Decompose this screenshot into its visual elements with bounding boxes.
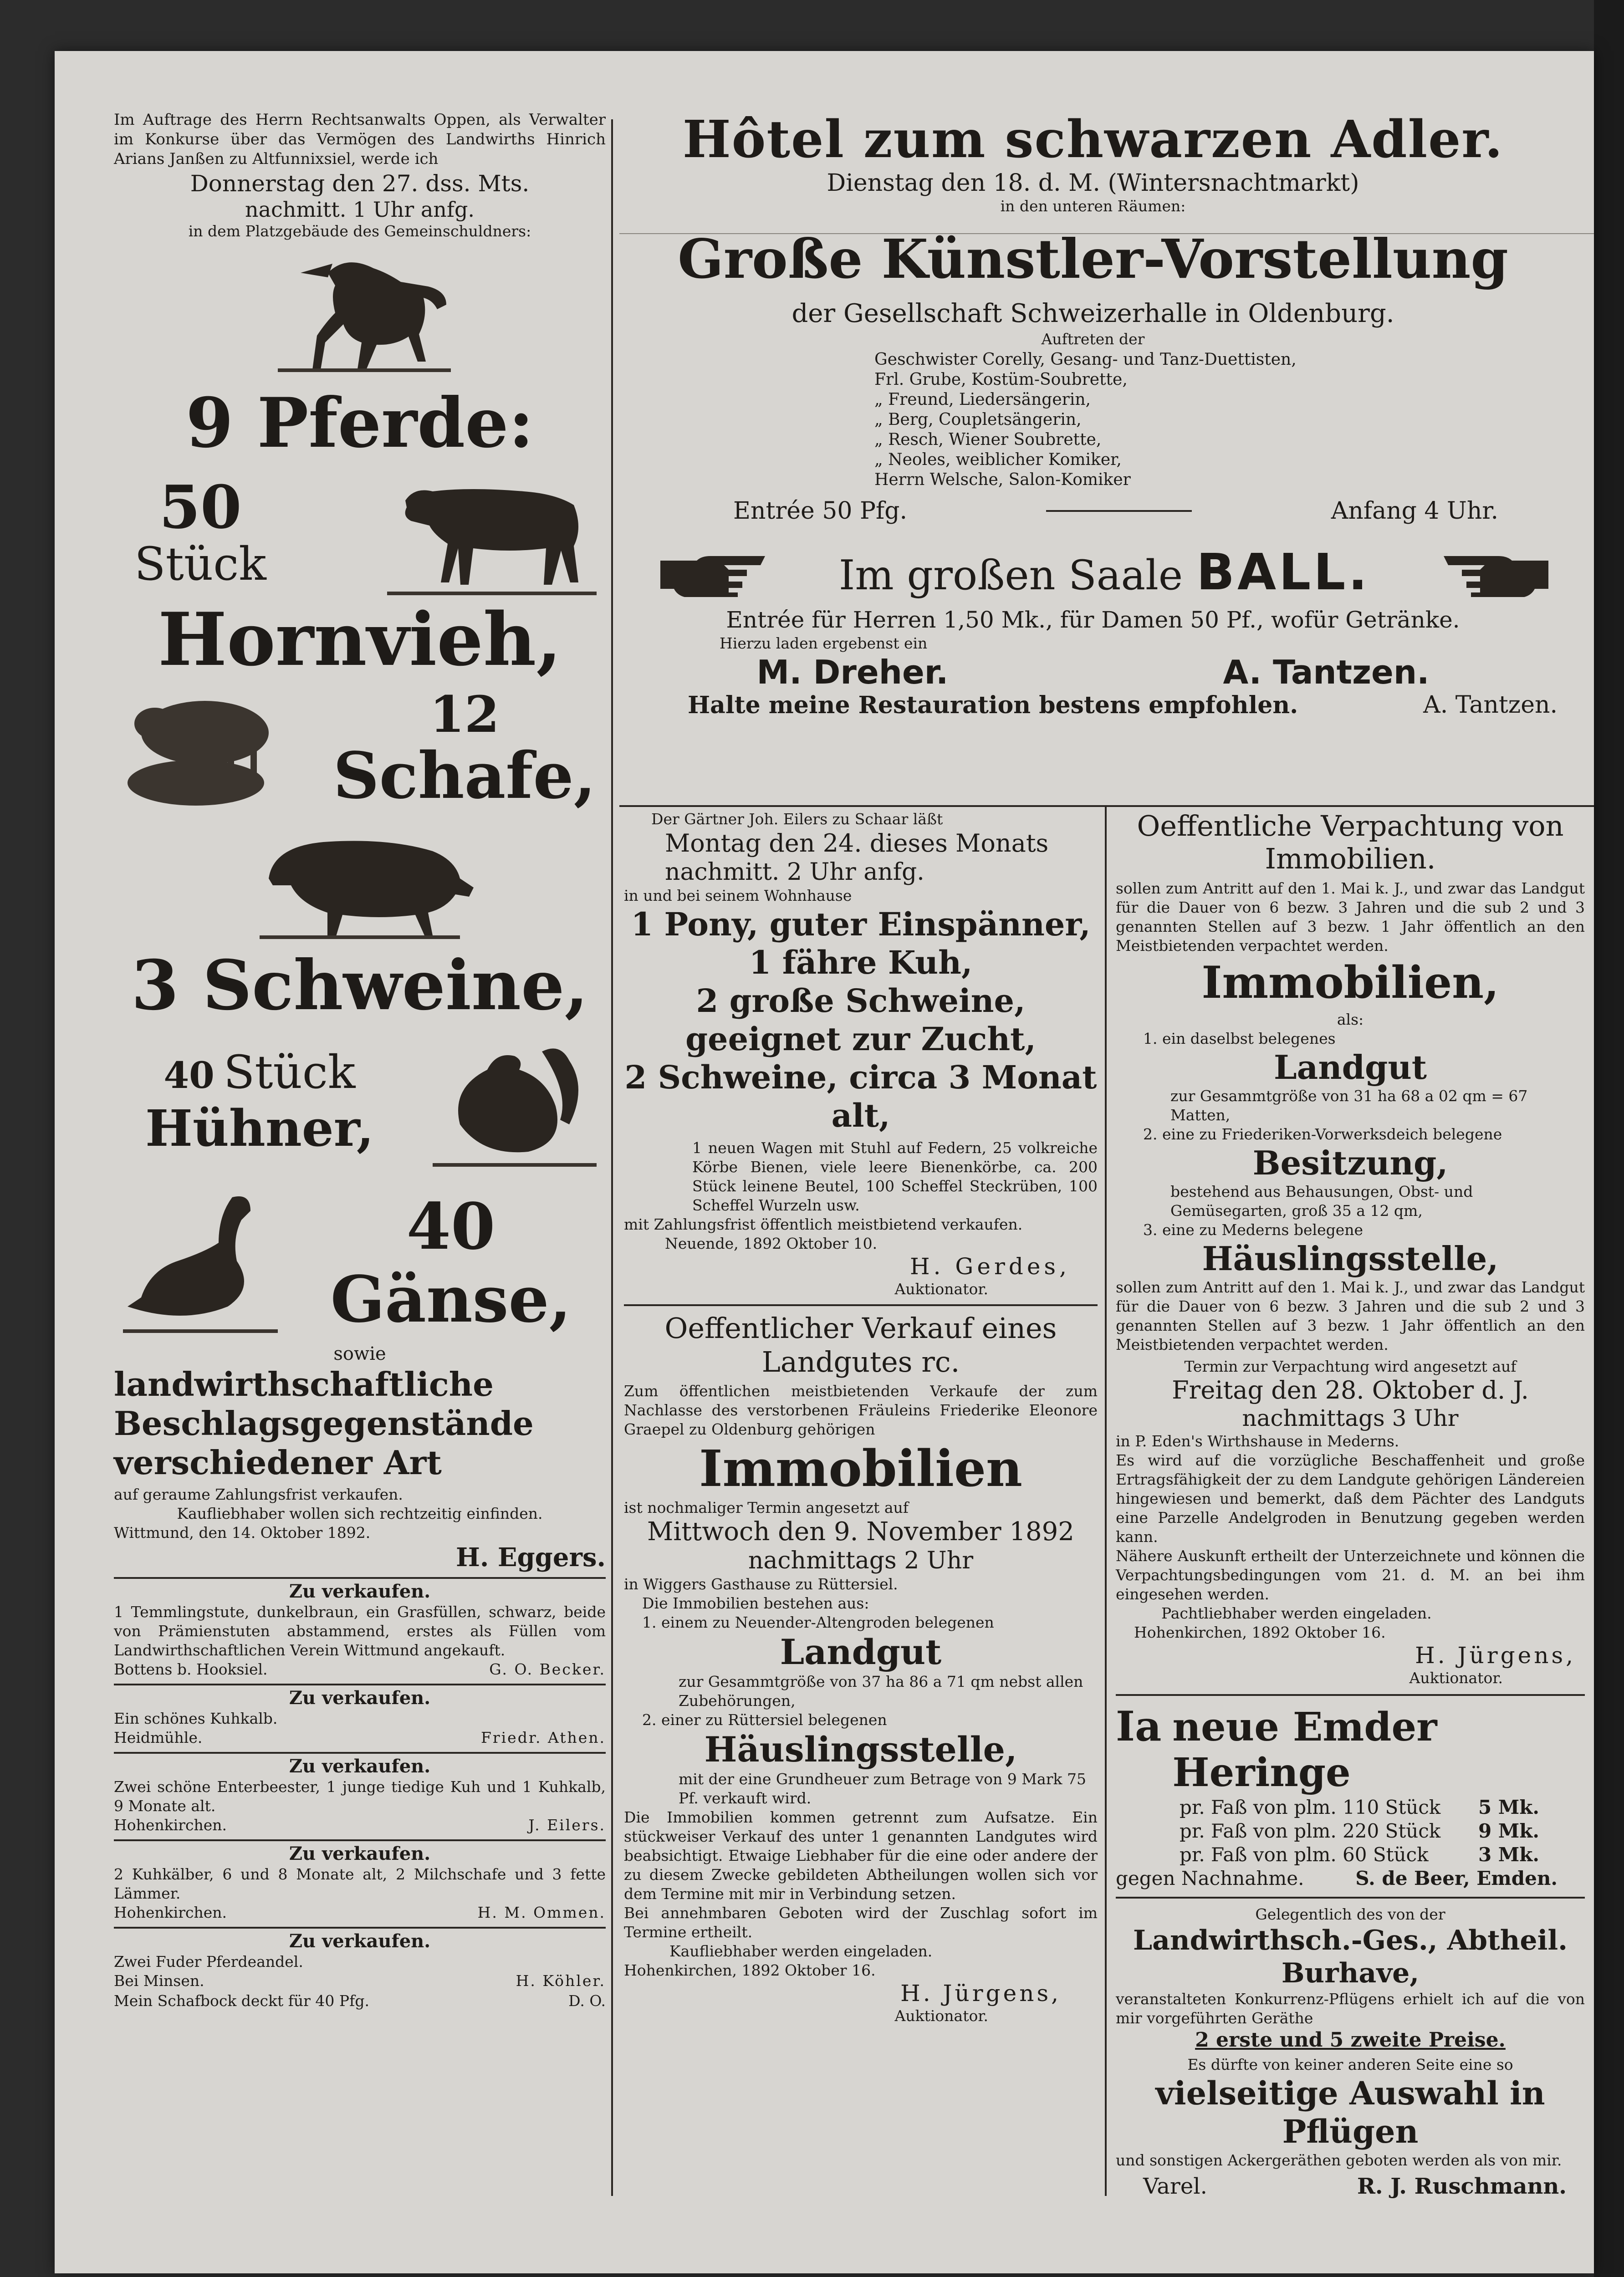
lease-auctioneer-title: Auktionator. xyxy=(1409,1669,1503,1687)
small-sale-signature xyxy=(114,1816,606,1835)
plough-place: Varel. xyxy=(1143,2174,1207,2199)
herring-price-value: 3 Mk. xyxy=(1478,1843,1539,1866)
gardener-dateline: Neuende, 1892 Oktober 10. xyxy=(665,1235,878,1252)
performer-entry: „ Berg, Coupletsängerin, xyxy=(874,410,1082,429)
cattle-label: Hornvieh, xyxy=(158,597,562,682)
sale-signature: H. Eggers. xyxy=(455,1542,606,1572)
sheep-label: Schafe, xyxy=(333,739,596,813)
lease-term: Termin zur Verpachtung wird angesetzt auf xyxy=(1184,1358,1517,1375)
column-rule-mid xyxy=(1105,807,1107,2196)
herring-price-list xyxy=(1116,1796,1585,1867)
cattle-number: 50 xyxy=(159,472,242,542)
hotel-date: Dienstag den 18. d. M. (Wintersnachtmarkt) xyxy=(827,169,1359,197)
hens-number: 40 xyxy=(163,1053,214,1097)
hotel-event: Große Künstler-Vorstellung xyxy=(678,227,1508,291)
lease-heading: Oeffentliche Verpachtung von Immobilien. xyxy=(1137,809,1564,875)
restaurant-note: Halte meine Restauration bestens empfohlen. xyxy=(688,691,1298,719)
lease-item1-size: zur Gesammtgröße von 31 ha 68 a 02 qm = 67 Matten, xyxy=(1170,1087,1528,1124)
performer-entry: Geschwister Corelly, Gesang- und Tanz-Duettisten, xyxy=(874,350,1297,369)
pig-illustration xyxy=(241,824,478,942)
lease-date: Freitag den 28. Oktober d. J. xyxy=(1172,1376,1529,1404)
herring-cod: gegen Nachnahme. xyxy=(1116,1867,1304,1889)
hotel-bottom-rule xyxy=(619,805,1594,807)
lease-text: sollen zum Antritt auf den 1. Mai k. J., und zwar das Landgut für die Dauer von 6 bezw. 3 Jahren und die sub 2 und 3 genannten Stellen auf 3 bezw. 1 Jahr öffentlich an den Meistbietenden verpachtet werden. xyxy=(1116,1278,1585,1353)
cattle-word: Stück xyxy=(134,537,266,591)
small-sale-place: Bottens b. Hooksiel. xyxy=(114,1660,268,1678)
small-sale-heading: Zu verkaufen. xyxy=(289,1581,431,1602)
gardener-auctioneer-title: Auktionator. xyxy=(894,1280,988,1298)
sale-terms: auf geraume Zahlungsfrist verkaufen. xyxy=(114,1486,403,1503)
estate-sale-item2: 2. einer zu Rüttersiel belegenen xyxy=(642,1711,887,1729)
cow-illustration xyxy=(378,464,606,601)
small-sale-text: Zwei Fuder Pferdeandel. xyxy=(114,1953,303,1971)
rooster-illustration xyxy=(424,1033,606,1170)
ball-label: BALL. xyxy=(1196,543,1370,601)
scan-edge xyxy=(1594,0,1624,2277)
performer-entry: „ Freund, Liedersängerin, xyxy=(874,390,1091,409)
gardener-misc: 1 neuen Wagen mit Stuhl auf Federn, 25 volkreiche Körbe Bienen, viele leere Bienenkörbe, ca. 200 Stück leinene Beutel, 100 Scheffel Steckrüben, 100 Scheffel Wurzeln usw. xyxy=(692,1139,1098,1214)
estate-sale-auctioneer: H. Jürgens, xyxy=(900,1980,1061,2006)
restaurant-signature: A. Tantzen. xyxy=(1423,691,1558,719)
small-sale-heading: Zu verkaufen. xyxy=(289,1843,431,1864)
small-sale xyxy=(114,1684,606,1747)
gardener-item: 2 große Schweine, geeignet zur Zucht, xyxy=(685,982,1036,1058)
lease-landgut: Landgut xyxy=(1274,1048,1427,1087)
gardener-item: 1 fähre Kuh, xyxy=(749,944,973,981)
ball-prefix: Im großen Saale xyxy=(838,551,1183,599)
estate-sale-text: Zum öffentlichen meistbietenden Verkaufe der zum Nachlasse des verstorbenen Fräuleins Friederike Eleonore Graepel zu Oldenburg gehörigen xyxy=(624,1382,1098,1438)
small-sale-name: H. Köhler. xyxy=(516,1972,606,1990)
herring-top-rule xyxy=(1116,1694,1585,1696)
estate-sale-consist: Die Immobilien bestehen aus: xyxy=(642,1594,869,1612)
lease-als: als: xyxy=(1337,1011,1364,1028)
hotel-company: der Gesellschaft Schweizerhalle in Oldenburg. xyxy=(792,299,1394,328)
small-sale xyxy=(114,1577,606,1679)
plough-text3: und sonstigen Ackergeräthen geboten werden als von mir. xyxy=(1116,2151,1562,2169)
small-sale-signature xyxy=(114,1660,606,1679)
lease-item1: 1. ein daselbst belegenes xyxy=(1143,1030,1336,1047)
sale-dateline: Wittmund, den 14. Oktober 1892. xyxy=(114,1524,371,1542)
plough-top-rule xyxy=(1116,1897,1585,1899)
hotel-featuring: Auftreten der xyxy=(1041,330,1145,348)
lease-dateline: Hohenkirchen, 1892 Oktober 16. xyxy=(1134,1624,1386,1641)
ball-entry: Entrée für Herren 1,50 Mk., für Damen 50 Pf., wofür Getränke. xyxy=(726,607,1460,633)
auction-time: nachmitt. 1 Uhr anfg. xyxy=(245,197,475,222)
estate-sale-term: ist nochmaliger Termin angesetzt auf xyxy=(624,1499,909,1516)
herring-price-row xyxy=(1180,1843,1539,1867)
goose-illustration xyxy=(114,1188,287,1338)
pointing-hand-right-icon xyxy=(660,547,770,597)
small-sale-text: Zwei schöne Enterbeester, 1 junge tiedige Kuh und 1 Kuhkalb, 9 Monate alt. xyxy=(114,1778,606,1815)
herring-heading: neue Emder Heringe xyxy=(1172,1704,1437,1796)
herring-firm: S. de Beer, Emden. xyxy=(1355,1867,1558,1889)
small-sale-heading: Zu verkaufen. xyxy=(289,1756,431,1777)
horses-count: 9 Pferde: xyxy=(185,383,534,463)
mid-divider xyxy=(624,1304,1098,1306)
entry-rule xyxy=(1046,510,1192,512)
hotel-rooms: in den unteren Räumen: xyxy=(1000,197,1186,215)
hens-label: Hühner, xyxy=(145,1098,374,1158)
estate-sale-place: in Wiggers Gasthause zu Rüttersiel. xyxy=(624,1575,898,1593)
sheep-number: 12 xyxy=(429,685,500,744)
herring-price-label: pr. Faß von plm. 110 Stück xyxy=(1180,1796,1441,1818)
hotel-title: Hôtel zum schwarzen Adler. xyxy=(682,110,1504,169)
herring-grade: Ia xyxy=(1116,1702,1162,1751)
small-sale-heading: Zu verkaufen. xyxy=(289,1687,431,1709)
lease-text2: Es wird auf die vorzügliche Beschaffenheit und große Ertragsfähigkeit der zu dem Landgute gehörigen Ländereien hingewiesen und bemerkt, daß dem Pächter des Landguts eine Parzelle Andelgroden in Benutzung gegeben werden kann. xyxy=(1116,1451,1585,1546)
herring-footer xyxy=(1116,1867,1585,1890)
auction-date: Donnerstag den 27. dss. Mts. xyxy=(190,170,530,197)
gardener-time: nachmitt. 2 Uhr anfg. xyxy=(665,858,924,886)
host-tantzen: A. Tantzen. xyxy=(1223,653,1430,691)
horse-illustration xyxy=(250,245,469,382)
small-sales-list xyxy=(114,1577,606,1991)
small-sale xyxy=(114,1927,606,1991)
estate-sale-heading: Oeffentlicher Verkauf eines Landgutes rc. xyxy=(664,1312,1057,1378)
sheep-illustration xyxy=(114,683,310,815)
estate-sale-item1: 1. einem zu Neuender-Altengroden belegenen xyxy=(642,1613,994,1631)
pointing-hand-left-icon xyxy=(1439,547,1548,597)
small-sale-name: Friedr. Athen. xyxy=(480,1729,606,1746)
performer-list xyxy=(874,350,1567,490)
small-sale xyxy=(114,1839,606,1922)
small-sale-text: 2 Kuhkälber, 6 und 8 Monate alt, 2 Milchschafe und 3 fette Lämmer. xyxy=(114,1865,606,1902)
auction-place: in dem Platzgebäude des Gemeinschuldners: xyxy=(188,222,531,240)
performer-entry: „ Resch, Wiener Soubrette, xyxy=(874,430,1102,449)
ball-invite: Hierzu laden ergebenst ein xyxy=(720,634,928,652)
lease-invite: Pachtliebhaber werden eingeladen. xyxy=(1161,1604,1432,1622)
estate-sale-invite: Kaufliebhaber werden eingeladen. xyxy=(669,1942,933,1960)
estate-sale-text3: Bei annehmbaren Geboten wird der Zuschlag sofort im Termine ertheilt. xyxy=(624,1904,1098,1941)
estate-sale-item1-size: zur Gesammtgröße von 37 ha 86 a 71 qm nebst allen Zubehörungen, xyxy=(679,1673,1083,1710)
herring-price-row xyxy=(1180,1796,1539,1819)
lease-place: in P. Eden's Wirthshause in Mederns. xyxy=(1116,1432,1399,1450)
small-sale-name: J. Eilers. xyxy=(528,1816,606,1834)
hens-word: Stück xyxy=(223,1045,356,1099)
hotel-start: Anfang 4 Uhr. xyxy=(1331,497,1498,525)
small-sale-place: Bei Minsen. xyxy=(114,1972,204,1990)
plough-selection: vielseitige Auswahl in Pflügen xyxy=(1155,2074,1545,2150)
gardener-intro: Der Gärtner Joh. Eilers zu Schaar läßt xyxy=(651,810,943,828)
lease-auctioneer: H. Jürgens, xyxy=(1415,1642,1576,1669)
small-sale-text: Ein schönes Kuhkalb. xyxy=(114,1710,278,1727)
plough-name: R. J. Ruschmann. xyxy=(1357,2174,1567,2199)
estate-sale-haeuslingsstelle: Häuslingsstelle, xyxy=(704,1729,1017,1770)
estate-sale-immobilien: Immobilien xyxy=(699,1439,1022,1498)
small-sale xyxy=(114,1752,606,1835)
pigs-count: 3 Schweine, xyxy=(131,945,588,1026)
column-rule-left xyxy=(611,119,613,2196)
plough-text2: Es dürfte von keiner anderen Seite eine so xyxy=(1187,2056,1513,2073)
plough-org: Landwirthsch.-Ges., Abtheil. Burhave, xyxy=(1133,1925,1568,1989)
lease-besitzung: Besitzung, xyxy=(1252,1144,1448,1182)
lease-intro: sollen zum Antritt auf den 1. Mai k. J., und zwar das Landgut für die Dauer von 6 bezw. 3 Jahren und die sub 2 und 3 genannten Stellen auf 3 bezw. 1 Jahr öffentlich an den Meistbietenden verpachtet werden. xyxy=(1116,879,1585,955)
plough-intro: Gelegentlich des von der xyxy=(1255,1905,1445,1923)
small-sale-place: Hohenkirchen. xyxy=(114,1904,227,1921)
lease-time: nachmittags 3 Uhr xyxy=(1242,1405,1459,1431)
small-sale-name: H. M. Ommen. xyxy=(477,1904,606,1921)
estate-sale-time: nachmittags 2 Uhr xyxy=(748,1547,974,1574)
lease-haeuslingsstelle: Häuslingsstelle, xyxy=(1202,1239,1499,1278)
performer-entry: „ Neoles, weiblicher Komiker, xyxy=(874,450,1122,469)
estate-sale-auctioneer-title: Auktionator. xyxy=(894,2007,988,2025)
gardener-items xyxy=(624,905,1098,1135)
gardener-item: 2 Schweine, circa 3 Monat alt, xyxy=(624,1058,1097,1134)
herring-price-label: pr. Faß von plm. 220 Stück xyxy=(1180,1820,1441,1842)
estate-sale-dateline: Hohenkirchen, 1892 Oktober 16. xyxy=(624,1961,876,1979)
lease-item2-text: bestehend aus Behausungen, Obst- und Gemüsegarten, groß 35 a 12 qm, xyxy=(1170,1183,1473,1220)
small-sale-heading: Zu verkaufen. xyxy=(289,1930,431,1952)
small-sale-name: G. O. Becker. xyxy=(489,1660,606,1678)
lease-item3: 3. eine zu Mederns belegene xyxy=(1143,1221,1364,1239)
estate-sale-item2-text: mit der eine Grundheuer zum Betrage von 9 Mark 75 Pf. verkauft wird. xyxy=(679,1770,1086,1807)
plough-text: veranstalteten Konkurrenz-Pflügens erhielt ich auf die von mir vorgeführten Geräthe xyxy=(1116,1990,1585,2027)
middle-column xyxy=(624,810,1098,2026)
herring-price-label: pr. Faß von plm. 60 Stück xyxy=(1180,1843,1429,1866)
gardener-terms: mit Zahlungsfrist öffentlich meistbietend verkaufen. xyxy=(624,1215,1023,1233)
plough-signature-line xyxy=(1116,2173,1585,2200)
herring-price-row xyxy=(1180,1819,1539,1843)
gardener-place: in und bei seinem Wohnhause xyxy=(624,887,852,904)
gardener-auctioneer: H. Gerdes, xyxy=(910,1253,1070,1280)
equipment-label: landwirthschaftliche Beschlagsgegenstände verschiedener Art xyxy=(114,1365,534,1482)
hotel-entry: Entrée 50 Pfg. xyxy=(733,497,908,525)
host-dreher: M. Dreher. xyxy=(756,653,949,691)
performer-entry: Herrn Welsche, Salon-Komiker xyxy=(874,470,1131,489)
estate-sale-landgut: Landgut xyxy=(780,1632,942,1672)
right-column xyxy=(1116,810,1585,2200)
estate-sale-text2: Die Immobilien kommen getrennt zum Aufsatze. Ein stückweiser Verkauf des unter 1 genannten Landgutes wird beabsichtigt. Etwaige Liebhaber für die eine oder andere der zu diesem Zwecke gebildeten Abtheilungen wollen sich vor dem Termine mit mir in Verbindung setzen. xyxy=(624,1808,1098,1903)
plough-prizes: 2 erste und 5 zweite Preise. xyxy=(1195,2028,1506,2052)
geese-count: 40 Gänse, xyxy=(330,1190,572,1337)
lease-item2: 2. eine zu Friederiken-Vorwerksdeich belegene xyxy=(1143,1125,1502,1143)
auction-intro: Im Auftrage des Herrn Rechtsanwalts Oppen, als Verwalter im Konkurse über das Vermögen des Landwirths Hinrich Arians Janßen zu Altfunnixsiel, werde ich xyxy=(114,111,606,168)
also-label: sowie xyxy=(333,1343,386,1364)
lease-text3: Nähere Auskunft ertheilt der Unterzeichnete und können die Verpachtungsbedingungen vom 21. d. M. an bei ihm eingesehen werden. xyxy=(1116,1547,1585,1603)
small-sale-place: Heidmühle. xyxy=(114,1729,203,1746)
gardener-date: Montag den 24. dieses Monats xyxy=(665,829,1049,858)
performer-entry: Frl. Grube, Kostüm-Soubrette, xyxy=(874,370,1128,389)
newspaper-page xyxy=(55,51,1594,2273)
small-sale-signature xyxy=(114,1903,606,1922)
herring-price-value: 9 Mk. xyxy=(1478,1820,1539,1842)
gardener-item: 1 Pony, guter Einspänner, xyxy=(631,905,1091,943)
estate-sale-date: Mittwoch den 9. November 1892 xyxy=(647,1517,1074,1547)
small-sale-text: 1 Temmlingstute, dunkelbraun, ein Grasfüllen, schwarz, beide von Prämienstuten abstammend, erstes als Füllen vom Landwirthschaftlichen Verein Wittmund angekauft. xyxy=(114,1603,606,1659)
sale-invite: Kaufliebhaber wollen sich rechtzeitig einfinden. xyxy=(177,1505,543,1522)
lease-immobilien: Immobilien, xyxy=(1201,957,1499,1008)
small-sale-signature xyxy=(114,1728,606,1747)
right-area xyxy=(619,110,1567,719)
herring-price-value: 5 Mk. xyxy=(1478,1796,1539,1818)
small-sale-signature xyxy=(114,1971,606,1991)
left-column xyxy=(114,110,606,2011)
sheep-buck-line: Mein Schafbock deckt für 40 Pfg. D. O. xyxy=(114,1992,606,2010)
small-sale-place: Hohenkirchen. xyxy=(114,1816,227,1834)
